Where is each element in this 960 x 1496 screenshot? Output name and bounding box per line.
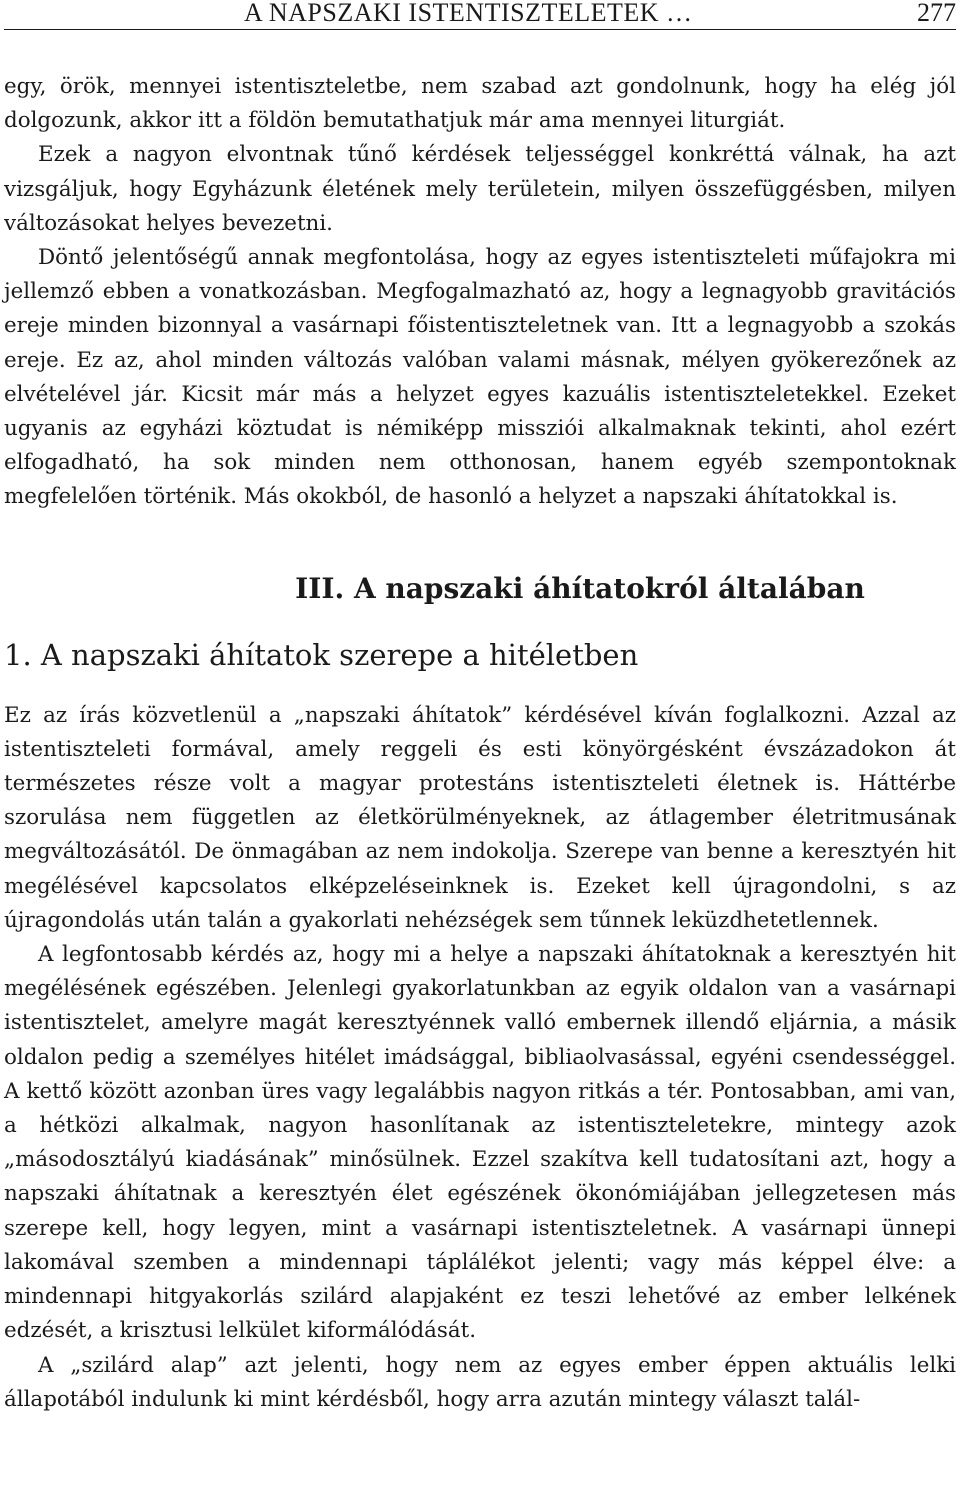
- part-heading: III. A napszaki áhítatokról általában: [295, 571, 865, 605]
- running-header: [4, 0, 956, 30]
- paragraph: A legfontosabb kérdés az, hogy mi a helye a napszaki áhítatoknak a keresztyén hit megélésének egészében. Jelenlegi gyakorlatunkban az egyik oldalon van a vasárnapi istentisztelet, amelyre magát keresztyénnek valló embernek illendő eljárnia, a másik oldalon pedig a személyes hitélet imádsággal, bibliaolvasással, egyéni csendességgel. A kettő között azonban üres vagy legalábbis nagyon ritkás a tér. Pontosabban, ami van, a hétközi alkalmak, nagyon hasonlítanak az istentiszteletekre, mintegy azok „másodosztályú kiadásának” minősülnek. Ezzel szakítva kell tudatosítani azt, hogy a napszaki áhítatnak a keresztyén élet egészének ökonómiájában jellegzetesen más szerepe kell, hogy legyen, mint a vasárnapi istentiszteletnek. A vasárnapi ünnepi lakomával szemben a mindennapi táplálékot jelenti; vagy más képpel élve: a mindennapi hitgyakorlás szilárd alapjaként ez teszi lehetővé az ember lelkének edzését, a krisztusi lelkület kiformálódását.: [4, 942, 956, 1344]
- paragraph: Ez az írás közvetlenül a „napszaki áhítatok” kérdésével kíván foglalkozni. Azzal az istentiszteleti formával, amely reggeli és esti könyörgésként évszázadokon át természetes része volt a magyar protestáns istentiszteleti életnek is. Háttérbe szorulása nem független az életkörülményeknek, az átlagember életritmusának megváltozásától. De önmagában az nem indokolja. Szerepe van benne a keresztyén hit megélésével kapcsolatos elképzeléseinknek is. Ezeket kell újragondolni, s az újragondolás után talán a gyakorlati nehézségek sem tűnnek leküzdhetetlennek.: [4, 702, 956, 933]
- page-number: 277: [917, 0, 956, 27]
- paragraph-continuation: egy, örök, mennyei istentiszteletbe, nem szabad azt gondolnunk, hogy ha elég jól dolgozunk, akkor itt a földön bemutathatjuk már ama mennyei liturgiát.: [4, 74, 956, 134]
- spacer: [4, 677, 956, 699]
- page-content: [4, 70, 956, 1417]
- paragraph: Döntő jelentőségű annak megfontolása, hogy az egyes istentiszteleti műfajokra mi jellemző ebben a vonatkozásban. Megfogalmazható az, hogy a legnagyobb gravitációs ereje minden bizonnyal a vasárnapi főistentiszteletnek van. Itt a legnagyobb a szokás ereje. Ez az, ahol minden változás valóban valami másnak, mélyen gyökerezőnek az elvételével jár. Kicsit már más a helyzet egyes kazuális istentiszteletekkel. Ezeket ugyanis az egyházi köztudat is némiképp missziói alkalmaknak tekinti, ahol ezért elfogadható, ha sok minden nem otthonosan, hanem egyéb szempontoknak megfelelően történik. Más okokból, de hasonló a helyzet a napszaki áhítatokkal is.: [4, 245, 956, 510]
- spacer: [4, 515, 956, 567]
- paragraph: A „szilárd alap” azt jelenti, hogy nem az egyes ember éppen aktuális lelki állapotából indulunk ki mint kérdésből, hogy arra azután mintegy választ talál-: [4, 1352, 956, 1412]
- paragraph: Ezek a nagyon elvontnak tűnő kérdések teljességgel konkréttá válnak, ha azt vizsgáljuk, hogy Egyházunk életének mely területein, milyen összefüggésben, milyen változásokat helyes bevezetni.: [4, 142, 956, 236]
- section-heading: 1. A napszaki áhítatok szerepe a hitéletben: [4, 637, 639, 672]
- running-header-title: A NAPSZAKI ISTENTISZTELETEK …: [244, 0, 693, 27]
